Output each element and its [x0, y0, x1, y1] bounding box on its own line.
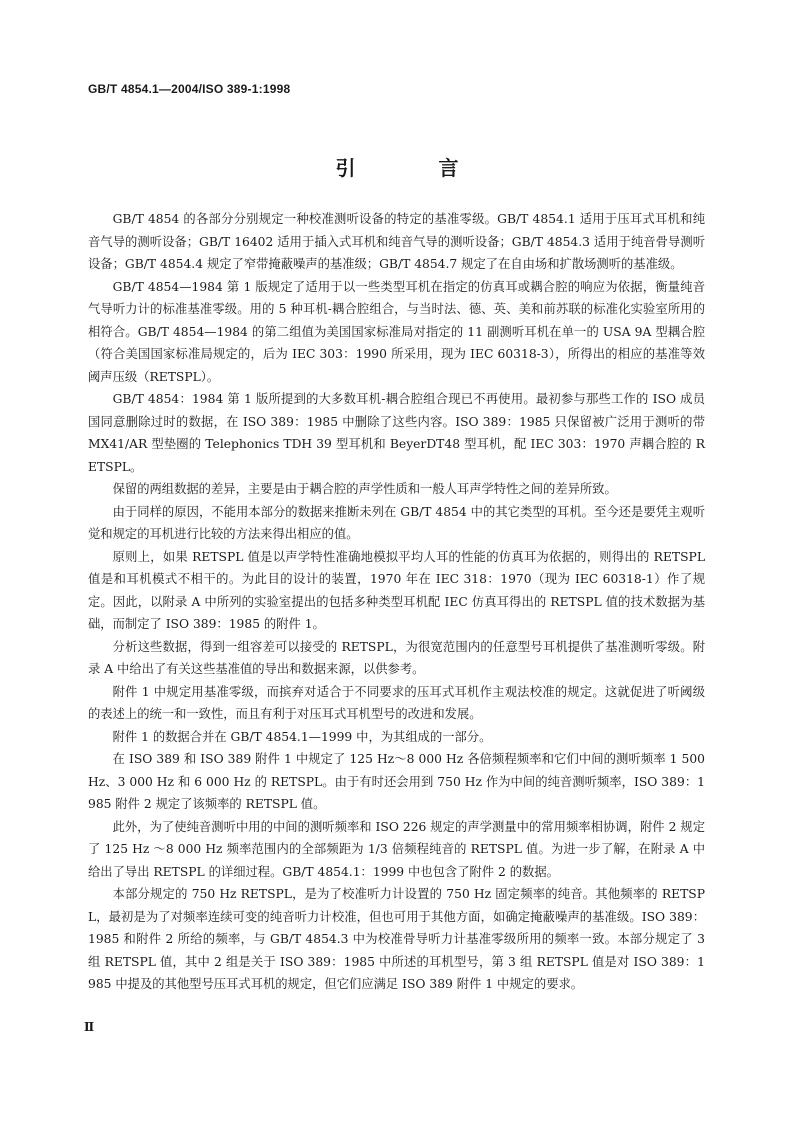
paragraph: GB/T 4854：1984 第 1 版所提到的大多数耳机-耦合腔组合现已不再使用。最初参与那些工作的 ISO 成员国同意删除过时的数据，在 ISO 389：1985 中删除了这些内容。ISO 389：1985 只保留被广泛用于测听的带 MX41/AR 型垫圈的 Telephonics TDH 39 型耳机和 BeyerDT48 型耳机，配 IEC 303：1970 声耦合腔的 RETSPL。	[88, 392, 705, 474]
paragraph: 附件 1 的数据合并在 GB/T 4854.1—1999 中，为其组成的一部分。	[112, 729, 492, 744]
paragraph: 在 ISO 389 和 ISO 389 附件 1 中规定了 125 Hz～8 000 Hz 各倍频程频率和它们中间的测听频率 1 500 Hz、3 000 Hz 和 6 000 Hz 的 RETSPL。由于有时还会用到 750 Hz 作为中间的纯音测听频率，ISO 389：1985 附件 2 规定了该频率的 RETSPL 值。	[88, 752, 705, 811]
paragraph: GB/T 4854—1984 第 1 版规定了适用于以一些类型耳机在指定的仿真耳或耦合腔的响应为依据，衡量纯音气导听力计的标准基准零级。用的 5 种耳机-耦合腔组合，与当时法、德、英、美和前苏联的标准化实验室所用的相符合。GB/T 4854—1984 的第二组值为美国国家标准局对指定的 11 副测听耳机在单一的 USA 9A 型耦合腔（符合美国国家标准局规定的，后为 IEC 303：1990 所采用，现为 IEC 60318-3），所得出的相应的基准等效阈声压级（RETSPL）。	[88, 279, 705, 384]
page-title: 引 言	[335, 156, 497, 180]
paragraph: 由于同样的原因，不能用本部分的数据来推断未列在 GB/T 4854 中的其它类型的耳机。至今还是要凭主观听觉和规定的耳机进行比较的方法来得出相应的值。	[88, 504, 705, 541]
page-header: GB/T 4854.1—2004/ISO 389-1:1998	[88, 82, 291, 96]
paragraph: GB/T 4854 的各部分分别规定一种校准测听设备的特定的基准零级。GB/T 4854.1 适用于压耳式耳机和纯音气导的测听设备；GB/T 16402 适用于插入式耳机和纯音气导的测听设备；GB/T 4854.3 适用于纯音骨导测听设备；GB/T 4854.4 规定了窄带掩蔽噪声的基准级；GB/T 4854.7 规定了在自由场和扩散场测听的基准级。	[88, 212, 705, 271]
body-text	[88, 208, 705, 996]
paragraph: 附件 1 中规定用基准零级，而摈弃对适合于不同要求的压耳式耳机作主观法校准的规定。这就促进了听阈级的表述上的统一和一致性，而且有利于对压耳式耳机型号的改进和发展。	[88, 684, 705, 721]
page-number: Ⅱ	[84, 1020, 95, 1034]
paragraph: 保留的两组数据的差异，主要是由于耦合腔的声学性质和一般人耳声学特性之间的差异所致。	[112, 482, 617, 496]
paragraph: 此外，为了使纯音测听中用的中间的测听频率和 ISO 226 规定的声学测量中的常用频率相协调，附件 2 规定了 125 Hz ～8 000 Hz 频率范围内的全部频距为 1/3 倍频程纯音的 RETSPL 值。为进一步了解，在附录 A 中给出了导出 RETSPL 的详细过程。GB/T 4854.1：1999 中也包含了附件 2 的数据。	[88, 819, 705, 879]
paragraph: 原则上，如果 RETSPL 值是以声学特性准确地模拟平均人耳的性能的仿真耳为依据的，则得出的 RETSPL 值是和耳机模式不相干的。为此目的设计的装置，1970 年在 IEC 318：1970（现为 IEC 60318-1）作了规定。因此，以附录 A 中所列的实验室提出的包括多种类型耳机配 IEC 仿真耳得出的 RETSPL 值的技术数据为基础，而制定了 ISO 389：1985 的附件 1。	[88, 549, 705, 631]
paragraph: 分析这些数据，得到一组容差可以接受的 RETSPL，为很宽范围内的任意型号耳机提供了基准测听零级。附录 A 中给出了有关这些基准值的导出和数据来源，以供参考。	[88, 639, 705, 676]
paragraph: 本部分规定的 750 Hz RETSPL，是为了校准听力计设置的 750 Hz 固定频率的纯音。其他频率的 RETSPL，最初是为了对频率连续可变的纯音听力计校准，但也可用于其他方面，如确定掩蔽噪声的基准级。ISO 389：1985 和附件 2 所给的频率，与 GB/T 4854.3 中为校准骨导听力计基准零级所用的频率一致。本部分规定了 3 组 RETSPL 值，其中 2 组是关于 ISO 389：1985 中所述的耳机型号，第 3 组 RETSPL 值是对 ISO 389：1985 中提及的其他型号压耳式耳机的规定，但它们应满足 ISO 389 附件 1 中规定的要求。	[88, 887, 705, 991]
